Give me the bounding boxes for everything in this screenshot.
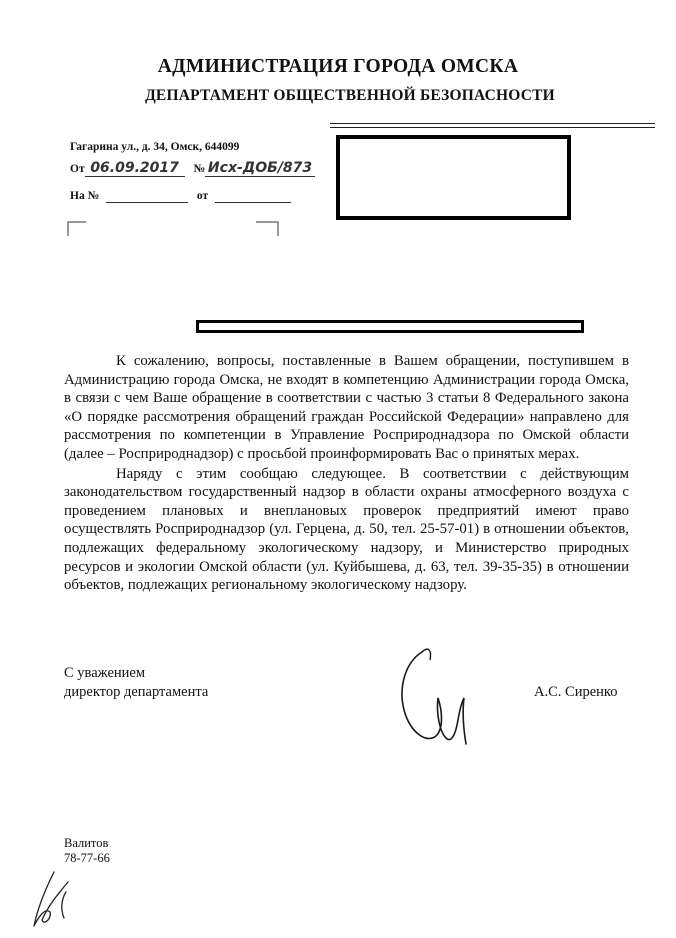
incoming-number-blank bbox=[106, 190, 188, 203]
executor-block bbox=[64, 836, 110, 866]
signer-name: А.С. Сиренко bbox=[534, 684, 618, 700]
executor-name: Валитов bbox=[64, 836, 109, 850]
incoming-date-blank bbox=[215, 190, 291, 203]
address-line: Гагарина ул., д. 34, Омск, 644099 bbox=[70, 141, 240, 153]
header-rule-bottom bbox=[330, 127, 655, 128]
header-rule-top bbox=[330, 123, 655, 124]
closing-block bbox=[64, 664, 208, 702]
redacted-addressee bbox=[336, 135, 571, 220]
body-paragraph: Наряду с этим сообщаю следующее. В соответствии с действующим законодательством государственный надзор в области охраны атмосферного воздуха с проведением плановых и внеплановых проверок предприятий имеют право осуществлять Росприроднадзор (ул. Герцена, д. 50, тел. 25-57-01) в отношении объектов, подлежащих федеральному экологическому надзору, и Министерство природных ресурсов и экологии Омской области (ул. Куйбышева, д. 63, тел. 39-35-35) в отношении объектов, подлежащих региональному экологическому надзору. bbox=[64, 465, 629, 594]
handwritten-signature bbox=[392, 640, 472, 750]
closing-phrase: С уважением bbox=[64, 665, 146, 681]
number-label: № bbox=[193, 163, 206, 175]
outgoing-ref-line bbox=[70, 160, 315, 177]
address-corner-marks bbox=[60, 218, 290, 238]
department-title: ДЕПАРТАМЕНТ ОБЩЕСТВЕННОЙ БЕЗОПАСНОСТИ bbox=[145, 87, 555, 104]
from-label: От bbox=[70, 163, 85, 175]
executor-initials-mark bbox=[24, 868, 84, 934]
letter-body bbox=[64, 352, 629, 595]
organization-title: АДМИНИСТРАЦИЯ ГОРОДА ОМСКА bbox=[157, 56, 519, 77]
outgoing-date: 06.09.2017 bbox=[85, 160, 185, 177]
outgoing-number: Исх-ДОБ/873 bbox=[205, 160, 315, 177]
on-number-label: На № bbox=[70, 190, 100, 202]
redacted-salutation bbox=[196, 320, 584, 333]
signer-position: директор департамента bbox=[64, 684, 209, 700]
executor-phone: 78-77-66 bbox=[64, 851, 110, 865]
body-paragraph: К сожалению, вопросы, поставленные в Вашем обращении, поступившем в Администрацию города Омска, не входят в компетенцию Администрации города Омска, в связи с чем Ваше обращение в соответствии с частью 3 статьи 8 Федерального закона «О порядке рассмотрения обращений граждан Российской Федерации» направлено для рассмотрения по компетенции в Управление Росприроднадзора по Омской области (далее – Росприроднадзор) с просьбой проинформировать Вас о принятых мерах. bbox=[64, 353, 629, 462]
of-label: от bbox=[196, 190, 209, 202]
incoming-ref-line bbox=[70, 190, 291, 203]
